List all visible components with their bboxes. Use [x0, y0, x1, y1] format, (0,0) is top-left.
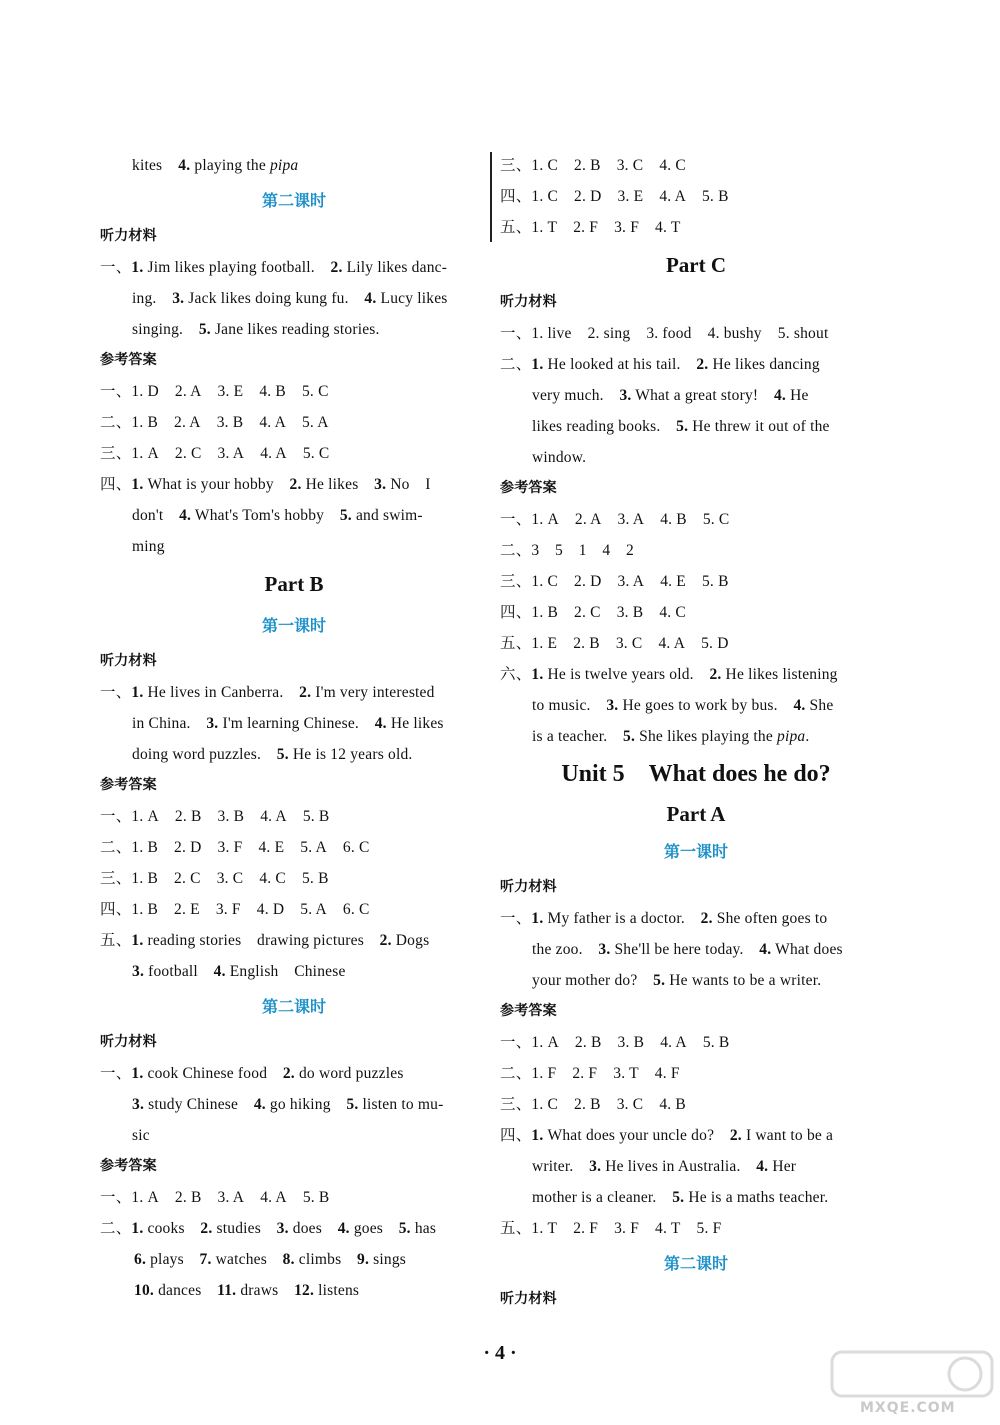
answer-line: 二、1. B 2. D 3. F 4. E 5. A 6. C — [100, 839, 370, 856]
answer-line: 一、1. He lives in Canberra. 2. I'm very interested — [100, 684, 435, 701]
answer-line: ming — [132, 538, 165, 555]
section-label: 参考答案 — [500, 1003, 557, 1019]
watermark-text: MXQE.COM — [860, 1400, 956, 1416]
unit-heading: Unit 5 What does he do? — [561, 761, 831, 787]
answer-line: 10. dances 11. draws 12. listens — [134, 1282, 360, 1299]
answer-line: 四、1. What is your hobby 2. He likes 3. No I — [100, 476, 431, 493]
answer-line: in China. 3. I'm learning Chinese. 4. He likes — [132, 715, 444, 732]
answer-line: 一、1. A 2. B 3. B 4. A 5. B — [500, 1034, 730, 1051]
answer-line: 一、1. Jim likes playing football. 2. Lily likes danc- — [100, 259, 448, 276]
lesson-heading: 第一课时 — [663, 842, 728, 861]
answer-line: 二、1. cooks 2. studies 3. does 4. goes 5. has — [100, 1220, 437, 1237]
answer-line: to music. 3. He goes to work by bus. 4. She — [532, 697, 834, 714]
answer-line: 3. study Chinese 4. go hiking 5. listen to mu- — [132, 1096, 444, 1113]
answer-line: likes reading books. 5. He threw it out of the — [532, 418, 830, 435]
answer-line: sic — [132, 1127, 150, 1144]
answer-line: writer. 3. He lives in Australia. 4. Her — [532, 1158, 797, 1175]
lesson-heading: 第二课时 — [261, 997, 326, 1016]
answer-line: very much. 3. What a great story! 4. He — [532, 387, 809, 404]
answer-line: 三、1. A 2. C 3. A 4. A 5. C — [100, 445, 330, 462]
part-heading: Part C — [665, 253, 727, 277]
answer-line: 二、3 5 1 4 2 — [500, 542, 634, 559]
answer-line: 四、1. B 2. C 3. B 4. C — [500, 604, 686, 621]
answer-line: 五、1. reading stories drawing pictures 2. Dogs — [100, 932, 430, 949]
answer-line: 一、1. live 2. sing 3. food 4. bushy 5. shout — [500, 325, 829, 342]
answer-line: kites 4. playing the pipa — [132, 157, 299, 174]
section-label: 参考答案 — [100, 352, 157, 368]
lesson-heading: 第一课时 — [261, 616, 326, 635]
answer-line: 三、1. C 2. B 3. C 4. B — [500, 1096, 686, 1113]
answer-line: window. — [532, 449, 587, 466]
answer-line: 6. plays 7. watches 8. climbs 9. sings — [134, 1251, 406, 1268]
answer-line: 五、1. T 2. F 3. F 4. T — [500, 219, 681, 236]
watermark-logo — [830, 1350, 995, 1420]
section-label: 参考答案 — [100, 1158, 157, 1174]
answer-line: 三、1. C 2. D 3. A 4. E 5. B — [500, 573, 729, 590]
left-column — [100, 150, 488, 1306]
column-divider — [490, 152, 492, 242]
section-label: 参考答案 — [500, 480, 557, 496]
answer-line: 二、1. F 2. F 3. T 4. F — [500, 1065, 680, 1082]
section-label: 参考答案 — [100, 777, 157, 793]
answer-line: doing word puzzles. 5. He is 12 years old. — [132, 746, 413, 763]
right-column — [500, 150, 892, 1315]
answer-line: 四、1. What does your uncle do? 2. I want to be a — [500, 1127, 834, 1144]
lesson-heading: 第二课时 — [663, 1254, 728, 1273]
section-label: 听力材料 — [500, 1291, 557, 1307]
answer-line: your mother do? 5. He wants to be a writer. — [532, 972, 822, 989]
answer-line: mother is a cleaner. 5. He is a maths teacher. — [532, 1189, 829, 1206]
answer-line: 二、1. He looked at his tail. 2. He likes dancing — [500, 356, 820, 373]
answer-line: singing. 5. Jane likes reading stories. — [132, 321, 380, 338]
answer-line: 一、1. My father is a doctor. 2. She often goes to — [500, 910, 828, 927]
answer-line: 四、1. C 2. D 3. E 4. A 5. B — [500, 188, 729, 205]
answer-line: don't 4. What's Tom's hobby 5. and swim- — [132, 507, 423, 524]
lesson-heading: 第二课时 — [261, 191, 326, 210]
section-label: 听力材料 — [500, 294, 557, 310]
answer-line: 五、1. T 2. F 3. F 4. T 5. F — [500, 1220, 722, 1237]
answer-line: is a teacher. 5. She likes playing the pipa. — [532, 728, 810, 745]
answer-line: the zoo. 3. She'll be here today. 4. What does — [532, 941, 843, 958]
answer-line: 一、1. A 2. A 3. A 4. B 5. C — [500, 511, 730, 528]
answer-line: 一、1. A 2. B 3. B 4. A 5. B — [100, 808, 330, 825]
answer-line: 三、1. B 2. C 3. C 4. C 5. B — [100, 870, 329, 887]
answer-line: ing. 3. Jack likes doing kung fu. 4. Lucy likes — [132, 290, 448, 307]
part-heading: Part A — [666, 802, 726, 826]
section-label: 听力材料 — [100, 653, 157, 669]
answer-line: 3. football 4. English Chinese — [132, 963, 346, 980]
answer-line: 三、1. C 2. B 3. C 4. C — [500, 157, 686, 174]
answer-line: 一、1. cook Chinese food 2. do word puzzles — [100, 1065, 404, 1082]
answer-line: 五、1. E 2. B 3. C 4. A 5. D — [500, 635, 729, 652]
section-label: 听力材料 — [500, 879, 557, 895]
part-heading: Part B — [264, 572, 324, 596]
answer-line: 一、1. A 2. B 3. A 4. A 5. B — [100, 1189, 330, 1206]
page-number: · 4 · — [483, 1342, 517, 1364]
section-label: 听力材料 — [100, 228, 157, 244]
answer-line: 六、1. He is twelve years old. 2. He likes listening — [500, 666, 838, 683]
section-label: 听力材料 — [100, 1034, 157, 1050]
answer-line: 二、1. B 2. A 3. B 4. A 5. A — [100, 414, 329, 431]
answer-line: 四、1. B 2. E 3. F 4. D 5. A 6. C — [100, 901, 370, 918]
answer-line: 一、1. D 2. A 3. E 4. B 5. C — [100, 383, 329, 400]
